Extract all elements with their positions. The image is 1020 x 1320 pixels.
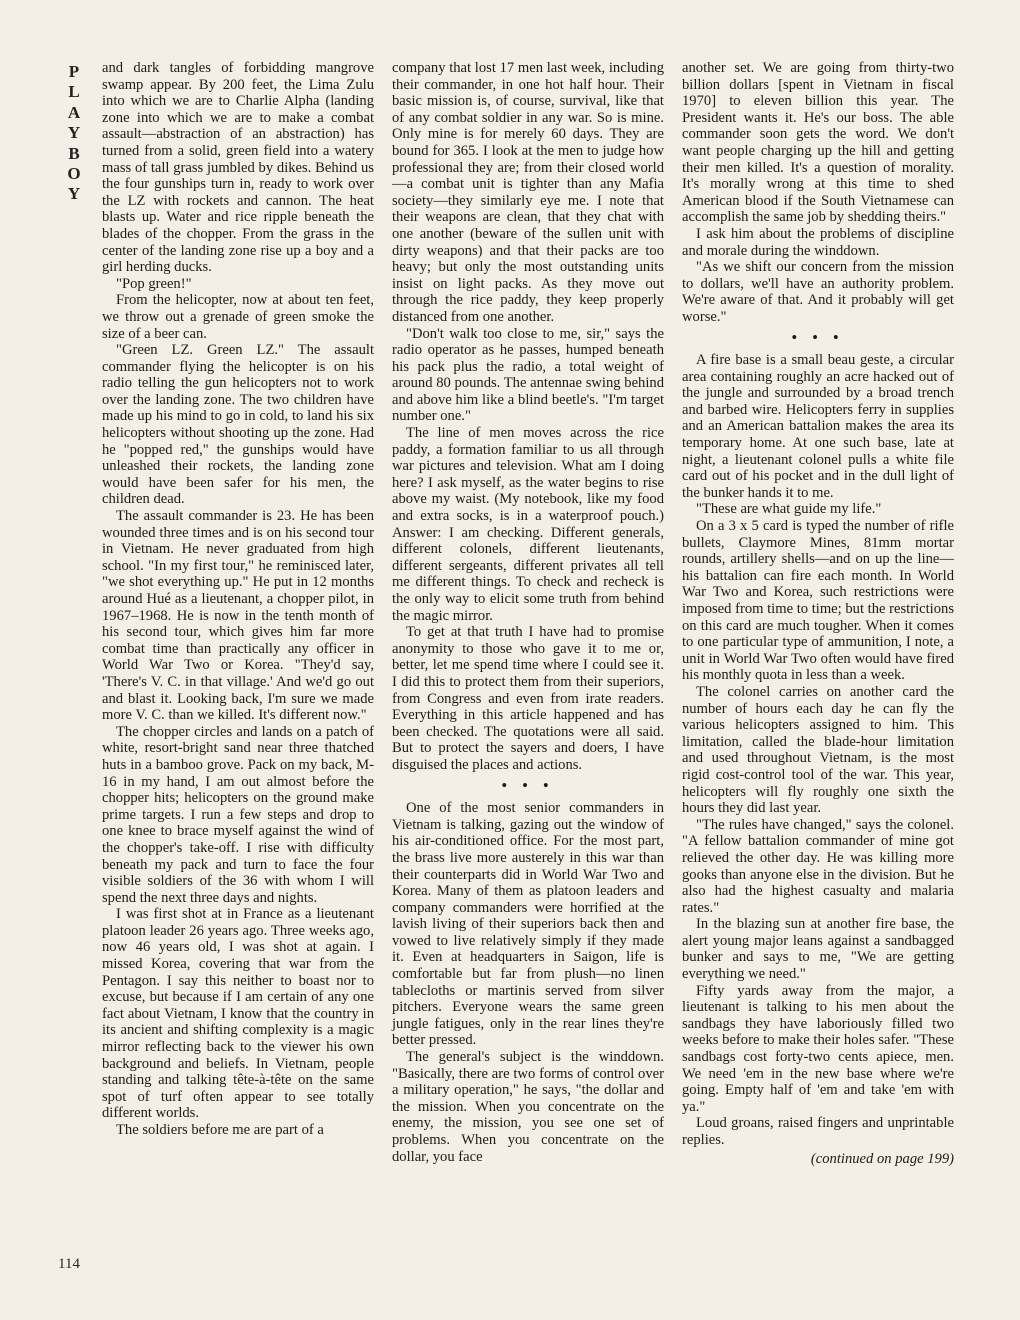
paragraph: "As we shift our concern from the mission to dollars, we'll have an authority problem. We're aware of that. And it probably will get worse." <box>682 259 954 325</box>
paragraph: The line of men moves across the rice paddy, a formation familiar to us all through war pictures and television. What am I doing here? I ask myself, as the water begins to rise above my waist. (My notebook, like my food and extra socks, is in a waterproof pouch.) Answer: I am checking. Different generals, different colonels, different lieutenants, different sergeants, different privates all tell me different things. To check and recheck is the only way to elicit some truth from behind the magic mirror. <box>392 425 664 624</box>
continued-note: (continued on page 199) <box>810 1150 954 1167</box>
paragraph: On a 3 x 5 card is typed the number of rifle bullets, Claymore Mines, 81mm mortar rounds, artillery shells—and on up the line—his battalion can fire each month. In World War Two and Korea, such restrictions were imposed from time to time; but the restrictions on this card are much tougher. When it comes to one particular type of ammunition, I note, a unit in World War Two often would have fired his monthly quota in less than a week. <box>682 518 954 684</box>
magazine-logo-vertical <box>64 62 84 205</box>
section-break: • • • <box>501 777 555 794</box>
paragraph: and dark tangles of forbidding mangrove swamp appear. By 200 feet, the Lima Zulu into which we are to Charlie Alpha (landing zone into which we are to make a combat assault—abstraction of an abstraction) has turned from a solid, green field into a watery mass of tall grass jumbled by dikes. Behind us the four gunships turn in, ready to work over the LZ with rockets and cannon. The heat blasts up. Water and rice ripple beneath the blades of the chopper. From the grass in the center of the landing zone rise up a boy and a girl herding ducks. <box>102 60 374 276</box>
page-number: 114 <box>58 1256 80 1272</box>
paragraph: The assault commander is 23. He has been wounded three times and is on his second tour in Vietnam. He never graduated from high school. "In my first tour," he reminisced later, "we shot everything up." He put in 12 months around Hué as a lieutenant, a chopper pilot, in 1967–1968. He is now in the tenth month of his second tour, which gives him far more combat time than practically any officer in World War Two or Korea. "They'd say, 'There's V. C. in that village.' And we'd go out and blast it. Looking back, I'm sure we made more V. C. than we killed. It's different now." <box>102 508 374 724</box>
paragraph: Fifty yards away from the major, a lieutenant is talking to his men about the sandbags they have laboriously filled two weeks before to make their holes safer. "These sandbags cost forty-two cents apiece, men. We need 'em in the new base where we're going. Empty half of 'em and take 'em with ya." <box>682 982 954 1115</box>
paragraph: To get at that truth I have had to promise anonymity to those who gave it to me or, better, let me spend time where I could see it. I did this to protect them from their superiors, from Congress and even from irate readers. Everything in this article happened and has been checked. The quotations were all said. But to protect the sayers and doers, I have disguised the places and actions. <box>392 624 664 773</box>
paragraph: I ask him about the problems of discipline and morale during the winddown. <box>682 225 954 259</box>
paragraph: The chopper circles and lands on a patch of white, resort-bright sand near three thatched huts in a bamboo grove. Pack on my back, M-16 in my hand, I am out almost before the chopper hits; helicopters on the ground make prime targets. I run a few steps and drop to one knee to brace myself against the wind of the chopper's take-off. I rise with difficulty beneath my pack and turn to face the four visible soldiers of the 36 with whom I will spend the next three days and nights. <box>102 723 374 906</box>
column-2 <box>392 60 664 1165</box>
paragraph: "Pop green!" <box>116 275 192 292</box>
paragraph: "The rules have changed," says the colonel. "A fellow battalion commander of mine got relieved the other day. He was killing more gooks than anyone else in the division. But he also had the highest casualty and malaria rates." <box>682 816 954 916</box>
paragraph: I was first shot at in France as a lieutenant platoon leader 26 years ago. Three weeks ago, now 46 years old, I was shot at again. I missed Korea, covering that war from the Pentagon. I say this neither to boast nor to excuse, but because if I am certain of any one fact about Vietnam, I know that the country in its ancient and shifting complexity is a magic mirror reflecting back to the viewer his own background and beliefs. In Vietnam, people standing and talking tête-à-tête on the same spot of turf often appear to see totally different worlds. <box>102 906 374 1122</box>
paragraph: In the blazing sun at another fire base, the alert young major leans against a sandbagged bunker and says to me, "We are getting everything we need." <box>682 916 954 983</box>
paragraph: "Green LZ. Green LZ." The assault commander flying the helicopter is on his radio telling the gun helicopters not to work over the landing zone. The two children have made up his mind to go in cold, to land his six helicopters without shooting up the zone. Had he "popped red," the gunships would have unleashed their rockets, the landing zone would have been safer for his men, the children dead. <box>102 342 374 508</box>
paragraph: "Don't walk too close to me, sir," says the radio operator as he passes, humped beneath his pack plus the radio, a total weight of around 80 pounds. The antennae swing behind and above him like a blind beetle's. "I'm target number one." <box>392 325 664 425</box>
paragraph: The general's subject is the winddown. "Basically, there are two forms of control over a military operation," he says, "the dollar and the mission. When you concentrate on the enemy, the mission, you see one set of problems. When you concentrate on the dollar, you face <box>392 1049 664 1165</box>
logo-letter: B <box>68 143 80 163</box>
logo-letter: L <box>68 82 80 102</box>
logo-letter: P <box>68 62 80 81</box>
paragraph: "These are what guide my life." <box>696 501 882 518</box>
paragraph: Loud groans, raised fingers and unprintable replies. <box>682 1115 954 1148</box>
paragraph: One of the most senior commanders in Vietnam is talking, gazing out the window of his air-conditioned office. For the most part, the brass live more austerely in this war than their counterparts did in World War Two and Korea. Many of them as platoon leaders and company commanders were horrified at the lavish living of their superiors back then and vowed to live relatively simply if they made it. Even at headquarters in Saigon, life is comfortable but far from plush—no linen tablecloths or martinis served from silver pitchers. Everyone wears the same green jungle fatigues, only in the rear lines they're better pressed. <box>392 800 664 1049</box>
column-3 <box>682 60 954 1167</box>
logo-letter: A <box>67 102 81 122</box>
column-1 <box>102 60 374 1139</box>
paragraph: From the helicopter, now at about ten feet, we throw out a grenade of green smoke the size of a beer can. <box>102 292 374 342</box>
paragraph: company that lost 17 men last week, including their commander, in one hot half hour. Their basic mission is, of course, survival, like that of any combat soldier in any war. So is mine. Only mine is for merely 60 days. They are bound for 365. I look at the men to judge how professional they are; from their closed world—a combat unit is tighter than any Mafia society—they similarly eye me. I note that their weapons are clean, that they chat with one another (beware of the sullen unit with dirty weapons) and that their packs are too heavy; but only the most outstanding units insist on light packs. As they move out through the rice paddy, they keep properly distanced from one another. <box>392 60 664 325</box>
logo-letter: Y <box>67 123 81 143</box>
section-break: • • • <box>791 329 845 346</box>
logo-letter: Y <box>67 184 81 204</box>
paragraph: A fire base is a small beau geste, a circular area containing roughly an acre hacked out of the jungle and surrounded by a broad trench and barbed wire. Helicopters ferry in supplies and an American battalion makes the area its temporary home. At one such base, late at night, a lieutenant colonel pulls a white file card out of his pocket and in the dull light of the bunker hands it to me. <box>682 352 954 501</box>
paragraph: The soldiers before me are part of a <box>116 1122 324 1138</box>
logo-letter: O <box>67 164 81 184</box>
paragraph: another set. We are going from thirty-two billion dollars [spent in Vietnam in fiscal 1970] to eleven billion this year. The President wants it. He's our boss. The able commander soon gets the word. We don't want people charging up the hill and getting their men killed. It's a question of morality. It's morally wrong at this time to shed American blood if the South Vietnamese can accomplish the same job by shedding theirs." <box>682 60 954 226</box>
column-3-body <box>682 60 954 1149</box>
paragraph: The colonel carries on another card the number of hours each day he can fly the various helicopters assigned to him. This limitation, called the blade-hour limitation and used throughout Vietnam, is the most rigid cost-control tool of the war. This year, helicopters will fly roughly one sixth the hours they did last year. <box>682 683 954 817</box>
